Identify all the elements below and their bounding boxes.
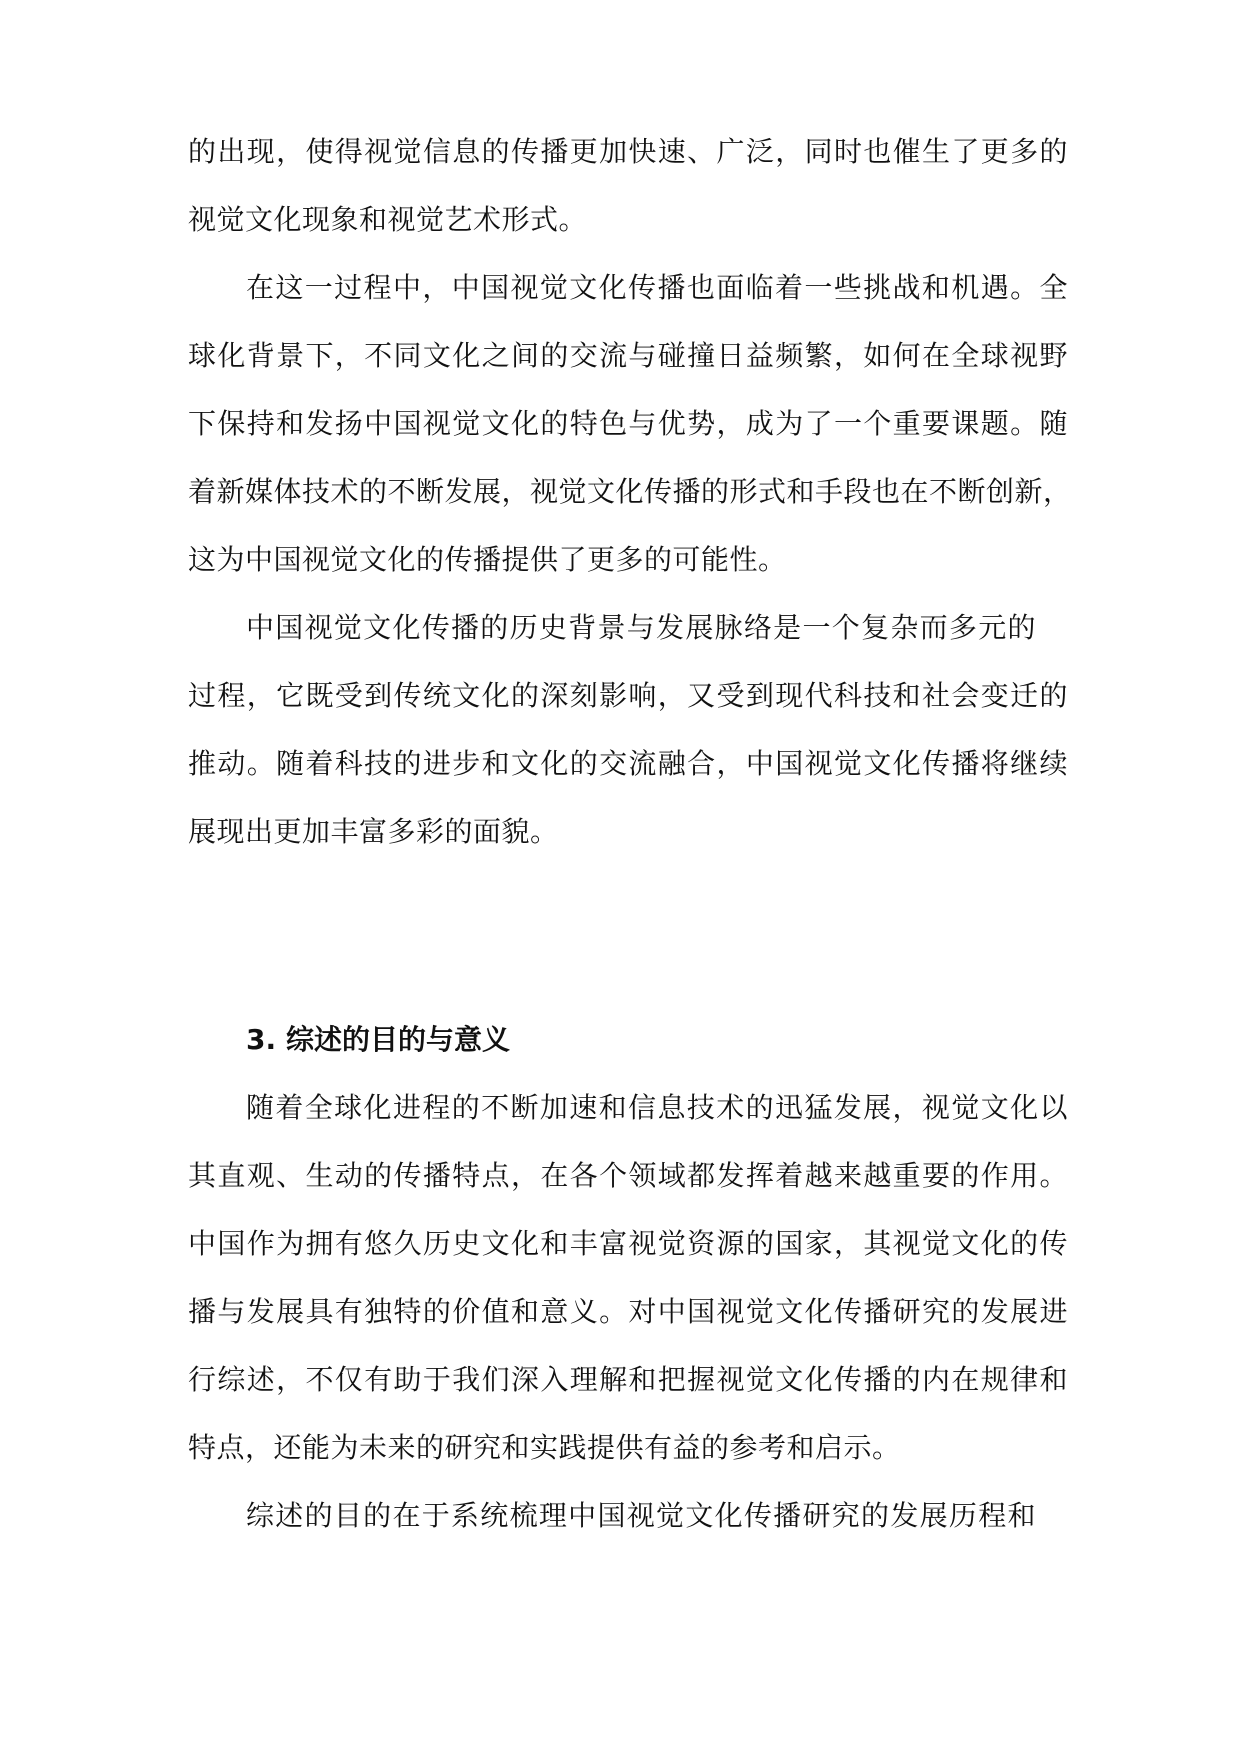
paragraph-3-line-4: 展现出更加丰富多彩的面貌。 [188, 815, 559, 848]
paragraph-2-line-2: 球化背景下，不同文化之间的交流与碰撞日益频繁，如何在全球视野 [188, 339, 1068, 372]
paragraph-2-line-4: 着新媒体技术的不断发展，视觉文化传播的形式和手段也在不断创新， [188, 475, 1072, 508]
section-title: 综述的目的与意义 [286, 1023, 511, 1056]
paragraph-1-line-1: 的出现，使得视觉信息的传播更加快速、广泛，同时也催生了更多的 [188, 135, 1068, 168]
paragraph-3-line-3: 推动。随着科技的进步和文化的交流融合，中国视觉文化传播将继续 [188, 747, 1068, 780]
section-paragraph-1-line-1: 随着全球化进程的不断加速和信息技术的迅猛发展，视觉文化以 [246, 1091, 1068, 1124]
section-paragraph-1-line-5: 行综述，不仅有助于我们深入理解和把握视觉文化传播的内在规律和 [188, 1363, 1068, 1396]
section-paragraph-2-line-1: 综述的目的在于系统梳理中国视觉文化传播研究的发展历程和 [246, 1499, 1036, 1532]
section-paragraph-1-line-2: 其直观、生动的传播特点，在各个领域都发挥着越来越重要的作用。 [188, 1159, 1068, 1192]
section-paragraph-1-line-6: 特点，还能为未来的研究和实践提供有益的参考和启示。 [188, 1431, 901, 1464]
paragraph-1-line-2: 视觉文化现象和视觉艺术形式。 [188, 203, 588, 236]
paragraph-2-line-1: 在这一过程中，中国视觉文化传播也面临着一些挑战和机遇。全 [246, 271, 1068, 304]
paragraph-2-line-3: 下保持和发扬中国视觉文化的特色与优势，成为了一个重要课题。随 [188, 407, 1068, 440]
paragraph-2-line-5: 这为中国视觉文化的传播提供了更多的可能性。 [188, 543, 787, 576]
section-paragraph-1-line-4: 播与发展具有独特的价值和意义。对中国视觉文化传播研究的发展进 [188, 1295, 1068, 1328]
section-heading [246, 1020, 510, 1060]
section-paragraph-1-line-3: 中国作为拥有悠久历史文化和丰富视觉资源的国家，其视觉文化的传 [188, 1227, 1068, 1260]
section-number: 3. [246, 1023, 277, 1056]
paragraph-3-line-1: 中国视觉文化传播的历史背景与发展脉络是一个复杂而多元的 [246, 611, 1036, 644]
paragraph-3-line-2: 过程，它既受到传统文化的深刻影响，又受到现代科技和社会变迁的 [188, 679, 1068, 712]
